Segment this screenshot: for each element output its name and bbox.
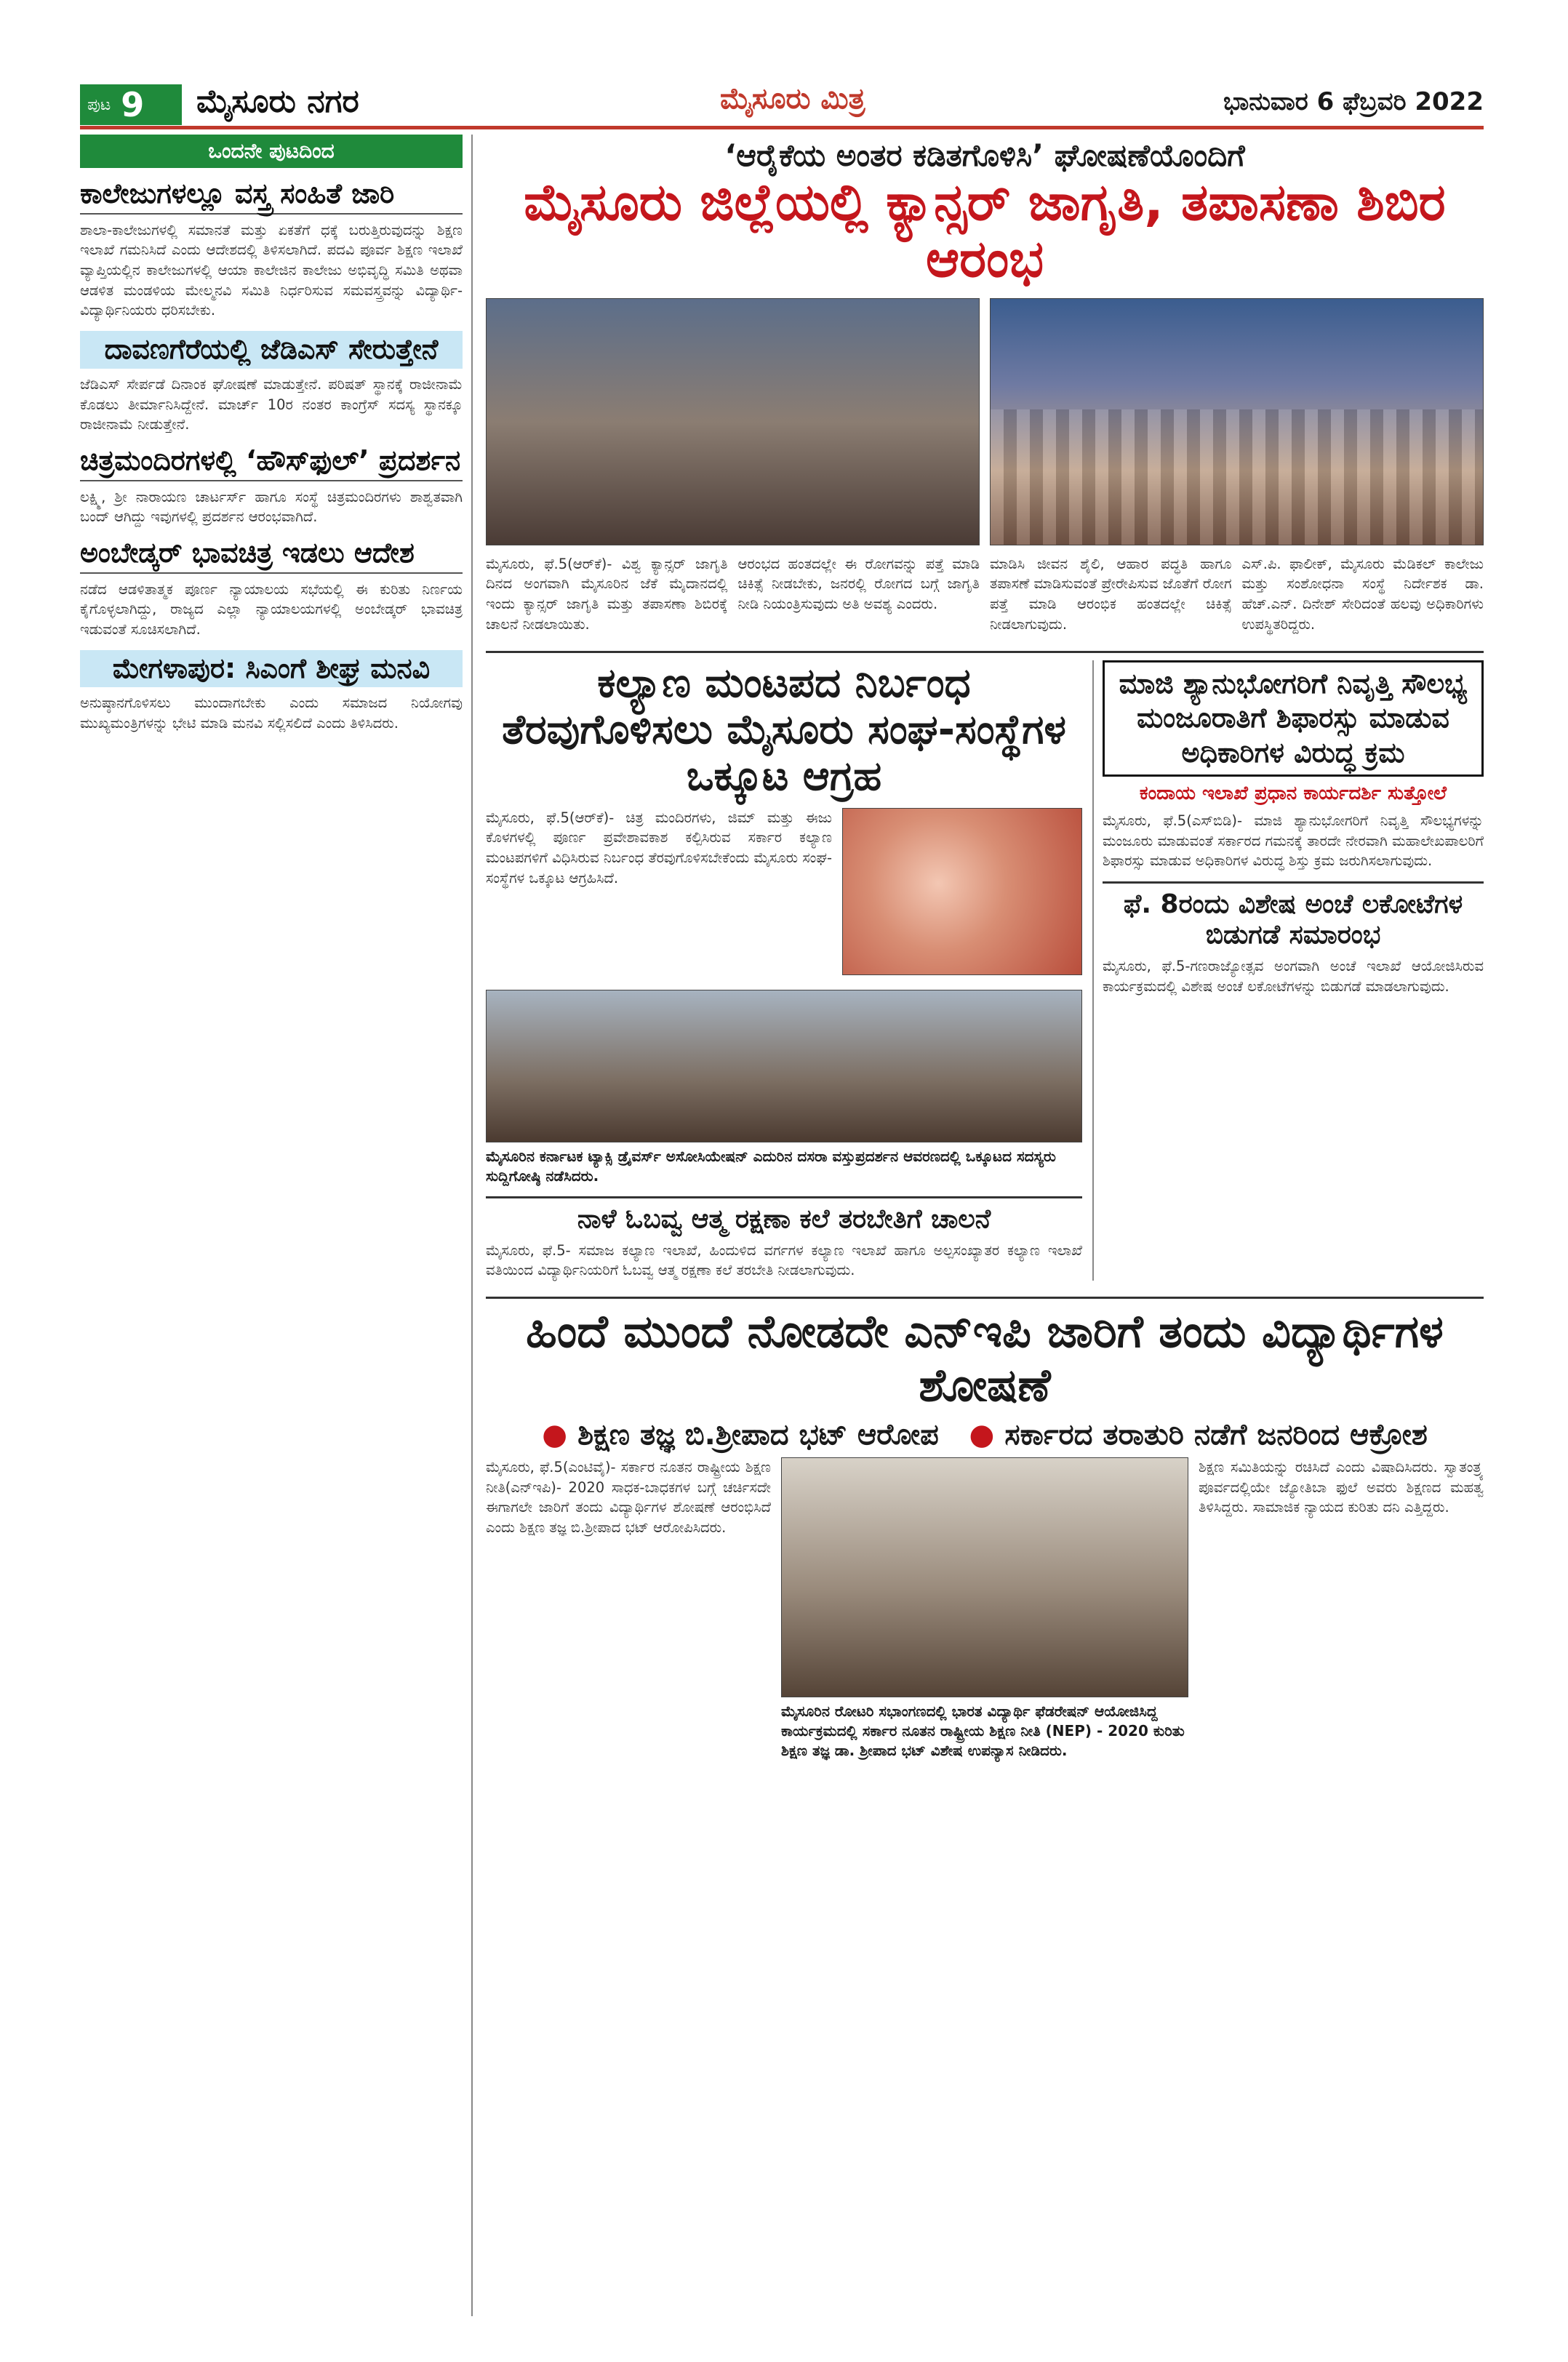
story-body	[80, 220, 463, 321]
lead-body	[486, 554, 1484, 635]
story-paragraph: ಲಕ್ಷ್ಮಿ, ಶ್ರೀ ನಾರಾಯಣ ಚಾರ್ಟರ್ಸ್ ಹಾಗೂ ಸಂಸ್ಥೆ ಚಿತ್ರಮಂದಿರಗಳು ಶಾಶ್ವತವಾಗಿ ಬಂದ್ ಆಗಿದ್ದು ಇವುಗಳಲ್ಲಿ ಪ್ರದರ್ಶನ ಆರಂಭವಾಗಿದೆ.	[80, 488, 463, 526]
dateline: ಭಾನುವಾರ 6 ಫೆಬ್ರವರಿ 2022	[1223, 87, 1484, 116]
stamp-body: ಮೈಸೂರು, ಫೆ.5-ಗಣರಾಜ್ಯೋತ್ಸವ ಅಂಗವಾಗಿ ಅಂಚೆ ಇಲಾಖೆ ಆಯೋಜಿಸಿರುವ ಕಾರ್ಯಕ್ರಮದಲ್ಲಿ ವಿಶೇಷ ಅಂಚೆ ಲಕೋಟೆಗಳನ್ನು ಬಿಡುಗಡೆ ಮಾಡಲಾಗುವುದು.	[1103, 958, 1484, 995]
nep-column: ಶಿಕ್ಷಣ ಸಮಿತಿಯನ್ನು ರಚಿಸಿದೆ ಎಂದು ವಿಷಾದಿಸಿದರು. ಸ್ವಾತಂತ್ರ್ಯ ಪೂರ್ವದಲ್ಲಿಯೇ ಜ್ಯೋತಿಬಾ ಫುಲೆ ಅವರು ಶಿಕ್ಷಣದ ಮಹತ್ವ ತಿಳಿಸಿದ್ದರು. ಸಾಮಾಜಿಕ ನ್ಯಾಯದ ಕುರಿತು ದನಿ ಎತ್ತಿದ್ದರು.	[1199, 1459, 1484, 1516]
story-body	[80, 580, 463, 640]
kalyana-headline: ಕಲ್ಯಾಣ ಮಂಟಪದ ನಿರ್ಬಂಧ ತೆರವುಗೊಳಿಸಲು ಮೈಸೂರು ಸಂಘ-ಸಂಸ್ಥೆಗಳ ಒಕ್ಕೂಟ ಆಗ್ರಹ	[502, 659, 1066, 801]
story-body	[80, 375, 463, 435]
second-section	[486, 651, 1484, 1281]
main-area	[486, 135, 1484, 1761]
photo-caption: ಮೈಸೂರಿನ ರೋಟರಿ ಸಭಾಂಗಣದಲ್ಲಿ ಭಾರತ ವಿದ್ಯಾರ್ಥಿ ಫೆಡರೇಷನ್ ಆಯೋಜಿಸಿದ್ದ ಕಾರ್ಯಕ್ರಮದಲ್ಲಿ ಸರ್ಕಾರ ನೂತನ ರಾಷ್ಟ್ರೀಯ ಶಿಕ್ಷಣ ನೀತಿ (NEP) - 2020 ಕುರಿತು ಶಿಕ್ಷಣ ತಜ್ಞ ಡಾ. ಶ್ರೀಪಾದ ಭಟ್ ವಿಶೇಷ ಉಪನ್ಯಾಸ ನೀಡಿದರು.	[781, 1702, 1185, 1760]
page-number: 9	[121, 85, 145, 124]
lead-photos	[486, 298, 1484, 545]
lead-column: ಮೈಸೂರು, ಫೆ.5(ಆರ್‌ಕೆ)- ವಿಶ್ವ ಕ್ಯಾನ್ಸರ್ ಜಾಗೃತಿ ದಿನದ ಅಂಗವಾಗಿ ಮೈಸೂರಿನ ಜೆಕೆ ಮೈದಾನದಲ್ಲಿ ಇಂದು ಕ್ಯಾನ್ಸರ್ ಜಾಗೃತಿ ಮತ್ತು ತಪಾಸಣಾ ಶಿಬಿರಕ್ಕೆ ಚಾಲನೆ ನೀಡಲಾಯಿತು.	[486, 555, 728, 633]
story-paragraph: ಶಾಲಾ-ಕಾಲೇಜುಗಳಲ್ಲಿ ಸಮಾನತೆ ಮತ್ತು ಏಕತೆಗೆ ಧಕ್ಕೆ ಬರುತ್ತಿರುವುದನ್ನು ಶಿಕ್ಷಣ ಇಲಾಖೆ ಗಮನಿಸಿದೆ ಎಂದು ಆದೇಶದಲ್ಲಿ ತಿಳಿಸಲಾಗಿದೆ. ಪದವಿ ಪೂರ್ವ ಶಿಕ್ಷಣ ಇಲಾಖೆ ವ್ಯಾಪ್ತಿಯಲ್ಲಿನ ಕಾಲೇಜುಗಳಲ್ಲಿ ಆಯಾ ಕಾಲೇಜಿನ ಕಾಲೇಜು ಅಭಿವೃದ್ಧಿ ಸಮಿತಿ ಅಥವಾ ಆಡಳಿತ ಮಂಡಳಿಯ ಮೇಲ್ಮನವಿ ಸಮಿತಿ ನಿರ್ಧರಿಸುವ ಸಮವಸ್ತ್ರವನ್ನು ವಿದ್ಯಾರ್ಥಿ-ವಿದ್ಯಾರ್ಥಿನಿಯರು ಧರಿಸಬೇಕು.	[80, 221, 463, 319]
story-body	[80, 487, 463, 527]
lead-headline: ಮೈಸೂರು ಜಿಲ್ಲೆಯಲ್ಲಿ ಕ್ಯಾನ್ಸರ್ ಜಾಗೃತಿ, ತಪಾಸಣಾ ಶಿಬಿರ ಆರಂಭ	[524, 172, 1446, 289]
stamp-headline: ಫೆ. 8ರಂದು ವಿಶೇಷ ಅಂಚೆ ಲಕೋಟೆಗಳ ಬಿಡುಗಡೆ ಸಮಾರಂಭ	[1103, 881, 1484, 950]
story-headline: ಕಾಲೇಜುಗಳಲ್ಲೂ ವಸ್ತ್ರ ಸಂಹಿತೆ ಜಾರಿ	[80, 178, 463, 215]
nep-photo-block	[781, 1457, 1188, 1761]
atma-body: ಮೈಸೂರು, ಫೆ.5- ಸಮಾಜ ಕಲ್ಯಾಣ ಇಲಾಖೆ, ಹಿಂದುಳಿದ ವರ್ಗಗಳ ಕಲ್ಯಾಣ ಇಲಾಖೆ ಹಾಗೂ ಅಲ್ಪಸಂಖ್ಯಾತರ ಕಲ್ಯಾಣ ಇಲಾಖೆ ವತಿಯಿಂದ ವಿದ್ಯಾರ್ಥಿನಿಯರಿಗೆ ಓಬವ್ವ ಆತ್ಮ ರಕ್ಷಣಾ ಕಲೆ ತರಬೇತಿ ನೀಡಲಾಗುವುದು.	[486, 1241, 1082, 1279]
page-label: ಪುಟ	[87, 95, 111, 114]
lamp-lighting-photo	[486, 298, 980, 545]
bullet-icon: ●	[969, 1418, 995, 1452]
nep-subhead-2: ಸರ್ಕಾರದ ತರಾತುರಿ ನಡೆಗೆ ಜನರಿಂದ ಆಕ್ರೋಶ	[1004, 1418, 1428, 1452]
press-meet-photo	[486, 990, 1082, 1142]
lead-column: ಆರಂಭದ ಹಂತದಲ್ಲೇ ಈ ರೋಗವನ್ನು ಪತ್ತೆ ಮಾಡಿ ಚಿಕಿತ್ಸೆ ನೀಡಬೇಕು, ಜನರಲ್ಲಿ ರೋಗದ ಬಗ್ಗೆ ಜಾಗೃತಿ ನೀಡಿ ನಿಯಂತ್ರಿಸುವುದು ಅತಿ ಅವಶ್ಯ ಎಂದರು.	[737, 555, 980, 613]
atma-headline: ನಾಳೆ ಓಬವ್ವ ಆತ್ಮ ರಕ್ಷಣಾ ಕಲೆ ತರಬೇತಿಗೆ ಚಾಲನೆ	[486, 1196, 1082, 1235]
page-badge	[80, 84, 182, 125]
wedding-photo	[842, 808, 1082, 975]
story-paragraph: ನಡೆದ ಆಡಳಿತಾತ್ಮಕ ಪೂರ್ಣ ನ್ಯಾಯಾಲಯ ಸಭೆಯಲ್ಲಿ ಈ ಕುರಿತು ನಿರ್ಣಯ ಕೈಗೊಳ್ಳಲಾಗಿದ್ದು, ರಾಜ್ಯದ ಎಲ್ಲಾ ನ್ಯಾಯಾಲಯಗಳಲ್ಲಿ ಅಂಬೇಡ್ಕರ್ ಭಾವಚಿತ್ರ ಇಡುವಂತೆ ಸೂಚಿಸಲಾಗಿದೆ.	[80, 580, 463, 638]
lead-kicker: ‘ಆರೈಕೆಯ ಅಂತರ ಕಡಿತಗೊಳಿಸಿ’ ಘೋಷಣೆಯೊಂದಿಗೆ	[724, 137, 1245, 173]
nep-story	[486, 1297, 1484, 1761]
niyamita-story	[1092, 660, 1484, 1281]
niyamita-byline: ಕಂದಾಯ ಇಲಾಖೆ ಪ್ರಧಾನ ಕಾರ್ಯದರ್ಶಿ ಸುತ್ತೋಲೆ	[1139, 782, 1447, 805]
kalyana-story	[486, 660, 1082, 1281]
story-headline: ಮೇಗಳಾಪುರ: ಸಿಎಂಗೆ ಶೀಘ್ರ ಮನವಿ	[80, 650, 463, 688]
lead-column: ಎಸ್.ಪಿ. ಫಾಲೀಕ್, ಮೈಸೂರು ಮೆಡಿಕಲ್ ಕಾಲೇಜು ಮತ್ತು ಸಂಶೋಧನಾ ಸಂಸ್ಥೆ ನಿರ್ದೇಶಕ ಡಾ. ಹೆಚ್.ಎನ್. ದಿನೇಶ್ ಸೇರಿದಂತೆ ಹಲವು ಅಧಿಕಾರಿಗಳು ಉಪಸ್ಥಿತರಿದ್ದರು.	[1241, 555, 1484, 633]
nep-body	[486, 1457, 1484, 1761]
story-paragraph: ಜೆಡಿಎಸ್ ಸೇರ್ಪಡೆ ದಿನಾಂಕ ಘೋಷಣೆ ಮಾಡುತ್ತೇನೆ. ಪರಿಷತ್ ಸ್ಥಾನಕ್ಕೆ ರಾಜೀನಾಮೆ ಕೊಡಲು ತೀರ್ಮಾನಿಸಿದ್ದೇನೆ. ಮಾರ್ಚ್ 10ರ ನಂತರ ಕಾಂಗ್ರೆಸ್ ಸದಸ್ಯ ಸ್ಥಾನಕ್ಕೂ ರಾಜೀನಾಮೆ ನೀಡುತ್ತೇನೆ.	[80, 375, 463, 433]
nep-subheads	[486, 1418, 1484, 1452]
nep-column: ಮೈಸೂರು, ಫೆ.5(ಎಂಟಿವೈ)- ಸರ್ಕಾರ ನೂತನ ರಾಷ್ಟ್ರೀಯ ಶಿಕ್ಷಣ ನೀತಿ(ಎನ್‌ಇಪಿ)- 2020 ಸಾಧಕ-ಬಾಧಕಗಳ ಬಗ್ಗೆ ಚರ್ಚಿಸದೇ ಈಗಾಗಲೇ ಜಾರಿಗೆ ತಂದು ವಿದ್ಯಾರ್ಥಿಗಳ ಶೋಷಣೆ ಆರಂಭಿಸಿದೆ ಎಂದು ಶಿಕ್ಷಣ ತಜ್ಞ ಬಿ.ಶ್ರೀಪಾದ ಭಟ್ ಆರೋಪಿಸಿದರು.	[486, 1459, 771, 1537]
story-headline: ಚಿತ್ರಮಂದಿರಗಳಲ್ಲಿ ‘ಹೌಸ್‌ಫುಲ್’ ಪ್ರದರ್ಶನ	[80, 445, 463, 481]
audience-photo	[990, 298, 1484, 545]
bullet-icon: ●	[542, 1418, 568, 1452]
photo-caption: ಮೈಸೂರಿನ ಕರ್ನಾಟಕ ಟ್ಯಾಕ್ಸಿ ಡ್ರೈವರ್ಸ್ ಅಸೋಸಿಯೇಷನ್ ಎದುರಿನ ದಸರಾ ವಸ್ತುಪ್ರದರ್ಶನ ಆವರಣದಲ್ಲಿ ಒಕ್ಕೂಟದ ಸದಸ್ಯರು ಸುದ್ದಿಗೋಷ್ಠಿ ನಡೆಸಿದರು.	[486, 1147, 1056, 1185]
continued-banner: ಒಂದನೇ ಪುಟದಿಂದ	[80, 135, 463, 168]
story-headline: ದಾವಣಗೆರೆಯಲ್ಲಿ ಜೆಡಿಎಸ್ ಸೇರುತ್ತೇನೆ	[80, 331, 463, 369]
nep-headline: ಹಿಂದೆ ಮುಂದೆ ನೋಡದೇ ಎನ್‌ಇಪಿ ಜಾರಿಗೆ ತಂದು ವಿದ್ಯಾರ್ಥಿಗಳ ಶೋಷಣೆ	[526, 1305, 1444, 1412]
story-paragraph: ಅನುಷ್ಠಾನಗೊಳಿಸಲು ಮುಂದಾಗಬೇಕು ಎಂದು ಸಮಾಜದ ನಿಯೋಗವು ಮುಖ್ಯಮಂತ್ರಿಗಳನ್ನು ಭೇಟಿ ಮಾಡಿ ಮನವಿ ಸಲ್ಲಿಸಲಿದೆ ಎಂದು ತಿಳಿಸಿದರು.	[80, 694, 463, 732]
nep-subhead-1: ಶಿಕ್ಷಣ ತಜ್ಞ ಬಿ.ಶ್ರೀಪಾದ ಭಟ್ ಆರೋಪ	[577, 1418, 939, 1452]
newspaper-logo: ಮೈಸೂರು ಮಿತ್ರ	[720, 81, 865, 116]
story-body	[80, 693, 463, 733]
lecture-photo	[781, 1457, 1188, 1697]
masthead	[80, 79, 1484, 129]
niyamita-body: ಮೈಸೂರು, ಫೆ.5(ಎಸ್‌ಬಿಡಿ)- ಮಾಜಿ ಶ್ಯಾನುಭೋಗರಿಗೆ ನಿವೃತ್ತಿ ಸೌಲಭ್ಯಗಳನ್ನು ಮಂಜೂರು ಮಾಡುವಂತೆ ಸರ್ಕಾರದ ಗಮನಕ್ಕೆ ತಾರದೇ ನೇರವಾಗಿ ಮಹಾಲೇಖಪಾಲರಿಗೆ ಶಿಫಾರಸ್ಸು ಮಾಡುವ ಅಧಿಕಾರಿಗಳ ವಿರುದ್ಧ ಶಿಸ್ತು ಕ್ರಮ ಜರುಗಿಸಲಾಗುವುದು.	[1103, 812, 1484, 870]
kalyana-body: ಮೈಸೂರು, ಫೆ.5(ಆರ್‌ಕೆ)- ಚಿತ್ರ ಮಂದಿರಗಳು, ಜಿಮ್ ಮತ್ತು ಈಜು ಕೊಳಗಳಲ್ಲಿ ಪೂರ್ಣ ಪ್ರವೇಶಾವಕಾಶ ಕಲ್ಪಿಸಿರುವ ಸರ್ಕಾರ ಕಲ್ಯಾಣ ಮಂಟಪಗಳಿಗೆ ವಿಧಿಸಿರುವ ನಿರ್ಬಂಧ ತೆರವುಗೊಳಿಸಬೇಕೆಂದು ಮೈಸೂರು ಸಂಘ-ಸಂಸ್ಥೆಗಳ ಒಕ್ಕೂಟ ಆಗ್ರಹಿಸಿದೆ.	[486, 809, 832, 886]
story-headline: ಅಂಬೇಡ್ಕರ್ ಭಾವಚಿತ್ರ ಇಡಲು ಆದೇಶ	[80, 537, 463, 574]
niyamita-headline: ಮಾಜಿ ಶ್ಯಾನುಭೋಗರಿಗೆ ನಿವೃತ್ತಿ ಸೌಲಭ್ಯ ಮಂಜೂರಾತಿಗೆ ಶಿಫಾರಸ್ಸು ಮಾಡುವ ಅಧಿಕಾರಿಗಳ ವಿರುದ್ಧ ಕ್ರಮ	[1103, 660, 1484, 777]
lead-column: ಮಾಡಿಸಿ ಜೀವನ ಶೈಲಿ, ಆಹಾರ ಪದ್ಧತಿ ಹಾಗೂ ತಪಾಸಣೆ ಮಾಡಿಸುವಂತೆ ಪ್ರೇರೇಪಿಸುವ ಜೊತೆಗೆ ರೋಗ ಪತ್ತೆ ಮಾಡಿ ಆರಂಭಿಕ ಹಂತದಲ್ಲೇ ಚಿಕಿತ್ಸೆ ನೀಡಲಾಗುವುದು.	[990, 555, 1232, 633]
left-column	[80, 135, 473, 2316]
section-title: ಮೈಸೂರು ನಗರ	[196, 83, 359, 120]
